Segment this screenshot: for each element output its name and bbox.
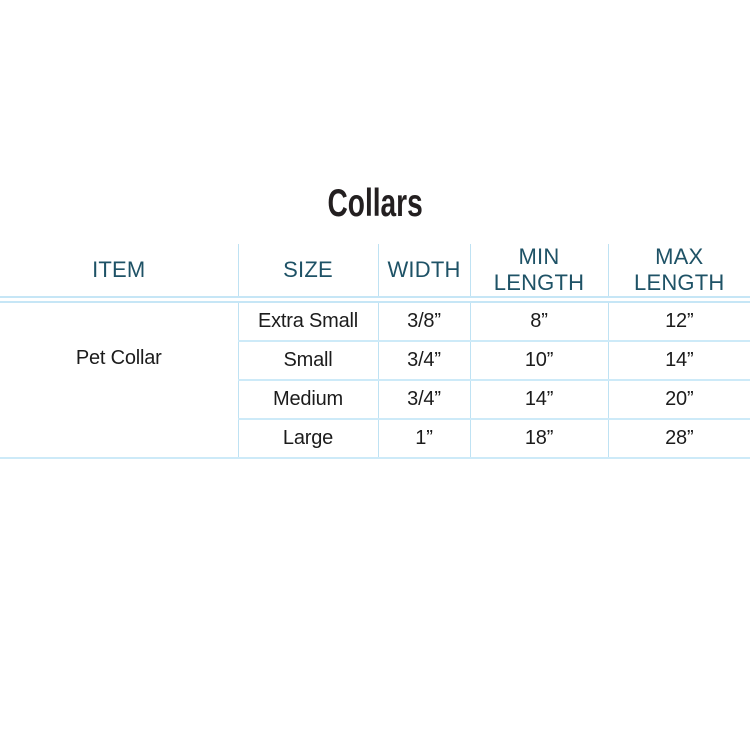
cell-max-length: 20”: [608, 380, 750, 419]
column-header-item: ITEM: [0, 244, 238, 300]
cell-max-length: 28”: [608, 419, 750, 458]
cell-max-length: 12”: [608, 300, 750, 342]
table-header-row: [0, 244, 750, 300]
column-header-width: WIDTH: [378, 244, 470, 300]
page-title-text: Collars: [327, 182, 423, 225]
cell-min-length: 8”: [470, 300, 608, 342]
cell-min-length: 10”: [470, 341, 608, 380]
column-header-size: SIZE: [238, 244, 378, 300]
column-header-min-length: MIN LENGTH: [470, 244, 608, 300]
cell-width: 3/4”: [378, 380, 470, 419]
cell-max-length: 14”: [608, 341, 750, 380]
cell-min-length: 14”: [470, 380, 608, 419]
cell-min-length: 18”: [470, 419, 608, 458]
cell-width: 3/4”: [378, 341, 470, 380]
table-row: [0, 300, 750, 342]
cell-width: 3/8”: [378, 300, 470, 342]
page-title: [0, 0, 750, 223]
cell-size: Extra Small: [238, 300, 378, 342]
cell-size: Large: [238, 419, 378, 458]
cell-size: Medium: [238, 380, 378, 419]
item-name-cell: Pet Collar: [0, 300, 238, 459]
column-header-max-length: MAX LENGTH: [608, 244, 750, 300]
cell-size: Small: [238, 341, 378, 380]
size-chart-table: [0, 244, 750, 459]
cell-width: 1”: [378, 419, 470, 458]
